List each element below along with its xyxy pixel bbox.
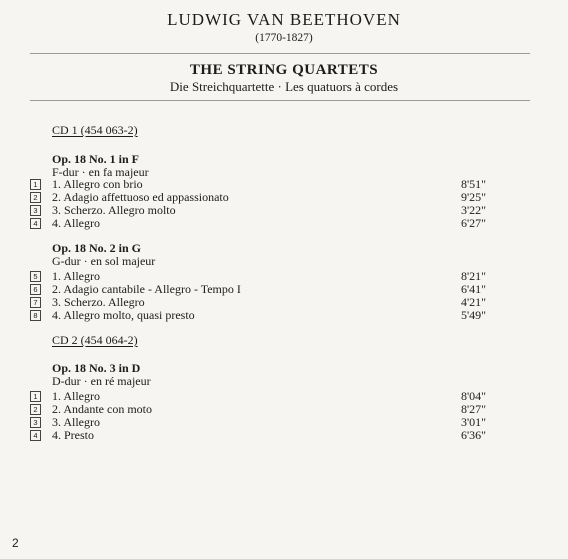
work-title: Op. 18 No. 2 in G (52, 241, 142, 255)
work-subtitle: F-dur · en fa majeur (52, 165, 149, 179)
track-name: 4. Allegro (52, 216, 100, 230)
track-number-box: 2 (30, 192, 41, 203)
track-name: 3. Allegro (52, 415, 100, 429)
cd-label: CD 2 (454 064-2) (52, 333, 138, 347)
track-duration: 8'04" (460, 389, 486, 403)
track-number-box: 4 (30, 218, 41, 229)
track-name: 1. Allegro con brio (52, 177, 143, 191)
work-subtitle: D-dur · en ré majeur (52, 374, 151, 388)
track-name: 4. Presto (52, 428, 94, 442)
track-name: 2. Andante con moto (52, 402, 152, 416)
track-duration: 6'27" (460, 216, 486, 230)
composer-dates: (1770-1827) (255, 32, 313, 44)
track-number-box: 3 (30, 205, 41, 216)
cd-label: CD 1 (454 063-2) (52, 123, 138, 137)
track-duration: 8'21" (460, 269, 486, 283)
composer-name: LUDWIG VAN BEETHOVEN (167, 10, 401, 29)
track-duration: 8'27" (460, 402, 486, 416)
track-duration: 9'25" (460, 190, 486, 204)
work-subtitle: G-dur · en sol majeur (52, 254, 156, 268)
track-name: 1. Allegro (52, 269, 100, 283)
track-duration: 5'49" (460, 308, 486, 322)
track-number-box: 5 (30, 271, 41, 282)
page-number: 2 (12, 536, 19, 550)
track-name: 4. Allegro molto, quasi presto (52, 308, 195, 322)
track-row (0, 217, 568, 230)
track-duration: 3'22" (460, 203, 486, 217)
track-row (0, 309, 568, 322)
page-title: THE STRING QUARTETS (189, 62, 379, 78)
divider-top (30, 53, 530, 54)
track-duration: 3'01" (460, 415, 486, 429)
track-number-box: 2 (30, 404, 41, 415)
work-title: Op. 18 No. 3 in D (52, 361, 141, 375)
track-duration: 6'36" (460, 428, 486, 442)
track-number-box: 4 (30, 430, 41, 441)
track-duration: 4'21" (460, 295, 486, 309)
page-subtitle: Die Streichquartette · Les quatuors à cordes (169, 79, 399, 94)
track-number-box: 8 (30, 310, 41, 321)
track-number-box: 1 (30, 391, 41, 402)
track-name: 2. Adagio cantabile - Allegro - Tempo I (52, 282, 241, 296)
work-title: Op. 18 No. 1 in F (52, 152, 140, 166)
track-row (0, 429, 568, 442)
divider-bottom (30, 100, 530, 101)
track-number-box: 7 (30, 297, 41, 308)
track-name: 3. Scherzo. Allegro molto (52, 203, 176, 217)
track-number-box: 3 (30, 417, 41, 428)
track-name: 3. Scherzo. Allegro (52, 295, 145, 309)
track-number-box: 1 (30, 179, 41, 190)
track-name: 1. Allegro (52, 389, 100, 403)
track-duration: 8'51" (460, 177, 486, 191)
track-duration: 6'41" (460, 282, 486, 296)
track-number-box: 6 (30, 284, 41, 295)
track-name: 2. Adagio affettuoso ed appassionato (52, 190, 229, 204)
